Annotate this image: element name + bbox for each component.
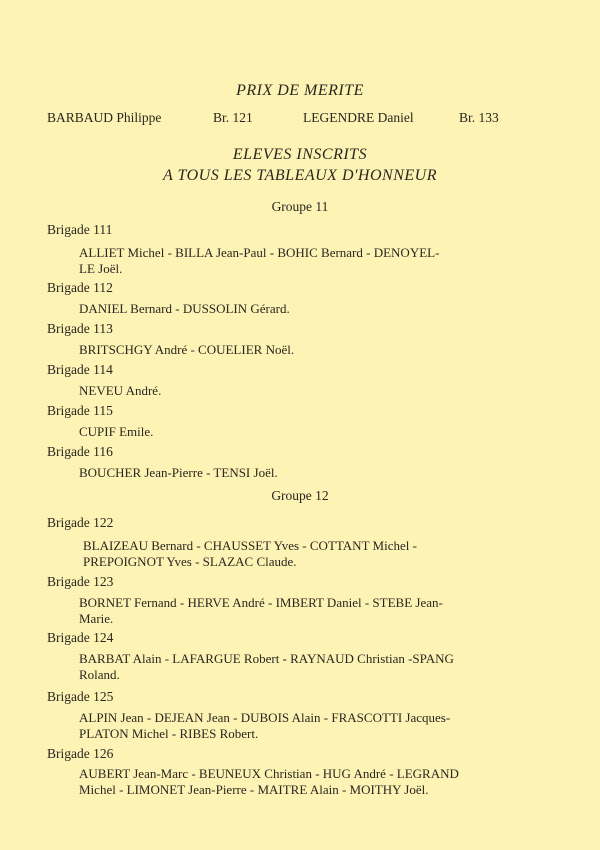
brigade-names xyxy=(79,766,537,798)
names-line: Marie. xyxy=(79,611,114,626)
brigade-label: Brigade 125 xyxy=(47,689,114,704)
brigade-label: Brigade 124 xyxy=(47,630,114,645)
merit-name: LEGENDRE Daniel xyxy=(303,110,414,125)
group-heading: Groupe 12 xyxy=(271,488,329,503)
names-line: Roland. xyxy=(79,667,120,682)
brigade-names xyxy=(79,301,537,317)
names-line: PREPOIGNOT Yves - SLAZAC Claude. xyxy=(83,554,297,569)
eleves-title-line2: A TOUS LES TABLEAUX D'HONNEUR xyxy=(163,167,437,184)
brigade-names xyxy=(79,424,537,440)
brigade-label: Brigade 112 xyxy=(47,280,113,295)
merit-brigade: Br. 121 xyxy=(213,110,253,125)
brigade-label: Brigade 113 xyxy=(47,321,113,336)
brigade-names xyxy=(79,595,537,627)
brigade-label: Brigade 123 xyxy=(47,574,114,589)
merit-name: BARBAUD Philippe xyxy=(47,110,162,125)
brigade-label: Brigade 111 xyxy=(47,222,113,237)
names-line: CUPIF Emile. xyxy=(79,424,154,439)
names-line: PLATON Michel - RIBES Robert. xyxy=(79,726,259,741)
brigade-label: Brigade 114 xyxy=(47,362,113,377)
group-heading: Groupe 11 xyxy=(271,199,329,214)
names-line: BRITSCHGY André - COUELIER Noël. xyxy=(79,342,295,357)
brigade-names xyxy=(79,383,537,399)
names-line: LE Joël. xyxy=(79,261,123,276)
brigade-names xyxy=(83,538,541,570)
brigade-label: Brigade 122 xyxy=(47,515,114,530)
names-line: DANIEL Bernard - DUSSOLIN Gérard. xyxy=(79,301,290,316)
brigade-label: Brigade 116 xyxy=(47,444,113,459)
names-line: Michel - LIMONET Jean-Pierre - MAITRE Alain - MOITHY Joël. xyxy=(79,782,429,797)
brigade-label: Brigade 126 xyxy=(47,746,114,761)
brigade-names xyxy=(79,465,537,481)
names-line: BLAIZEAU Bernard - CHAUSSET Yves - COTTANT Michel - xyxy=(83,538,417,553)
brigade-names xyxy=(79,342,537,358)
merit-brigade: Br. 133 xyxy=(459,110,499,125)
brigade-names xyxy=(79,245,537,277)
brigade-names xyxy=(79,710,537,742)
prix-title: PRIX DE MERITE xyxy=(236,82,364,99)
names-line: BOUCHER Jean-Pierre - TENSI Joël. xyxy=(79,465,278,480)
names-line: AUBERT Jean-Marc - BEUNEUX Christian - HUG André - LEGRAND xyxy=(79,766,459,781)
names-line: NEVEU André. xyxy=(79,383,162,398)
names-line: ALLIET Michel - BILLA Jean-Paul - BOHIC Bernard - DENOYEL- xyxy=(79,245,440,260)
eleves-title-line1: ELEVES INSCRITS xyxy=(232,146,368,163)
names-line: ALPIN Jean - DEJEAN Jean - DUBOIS Alain - FRASCOTTI Jacques- xyxy=(79,710,451,725)
names-line: BARBAT Alain - LAFARGUE Robert - RAYNAUD Christian -SPANG xyxy=(79,651,454,666)
brigade-names xyxy=(79,651,537,683)
brigade-label: Brigade 115 xyxy=(47,403,113,418)
names-line: BORNET Fernand - HERVE André - IMBERT Daniel - STEBE Jean- xyxy=(79,595,443,610)
